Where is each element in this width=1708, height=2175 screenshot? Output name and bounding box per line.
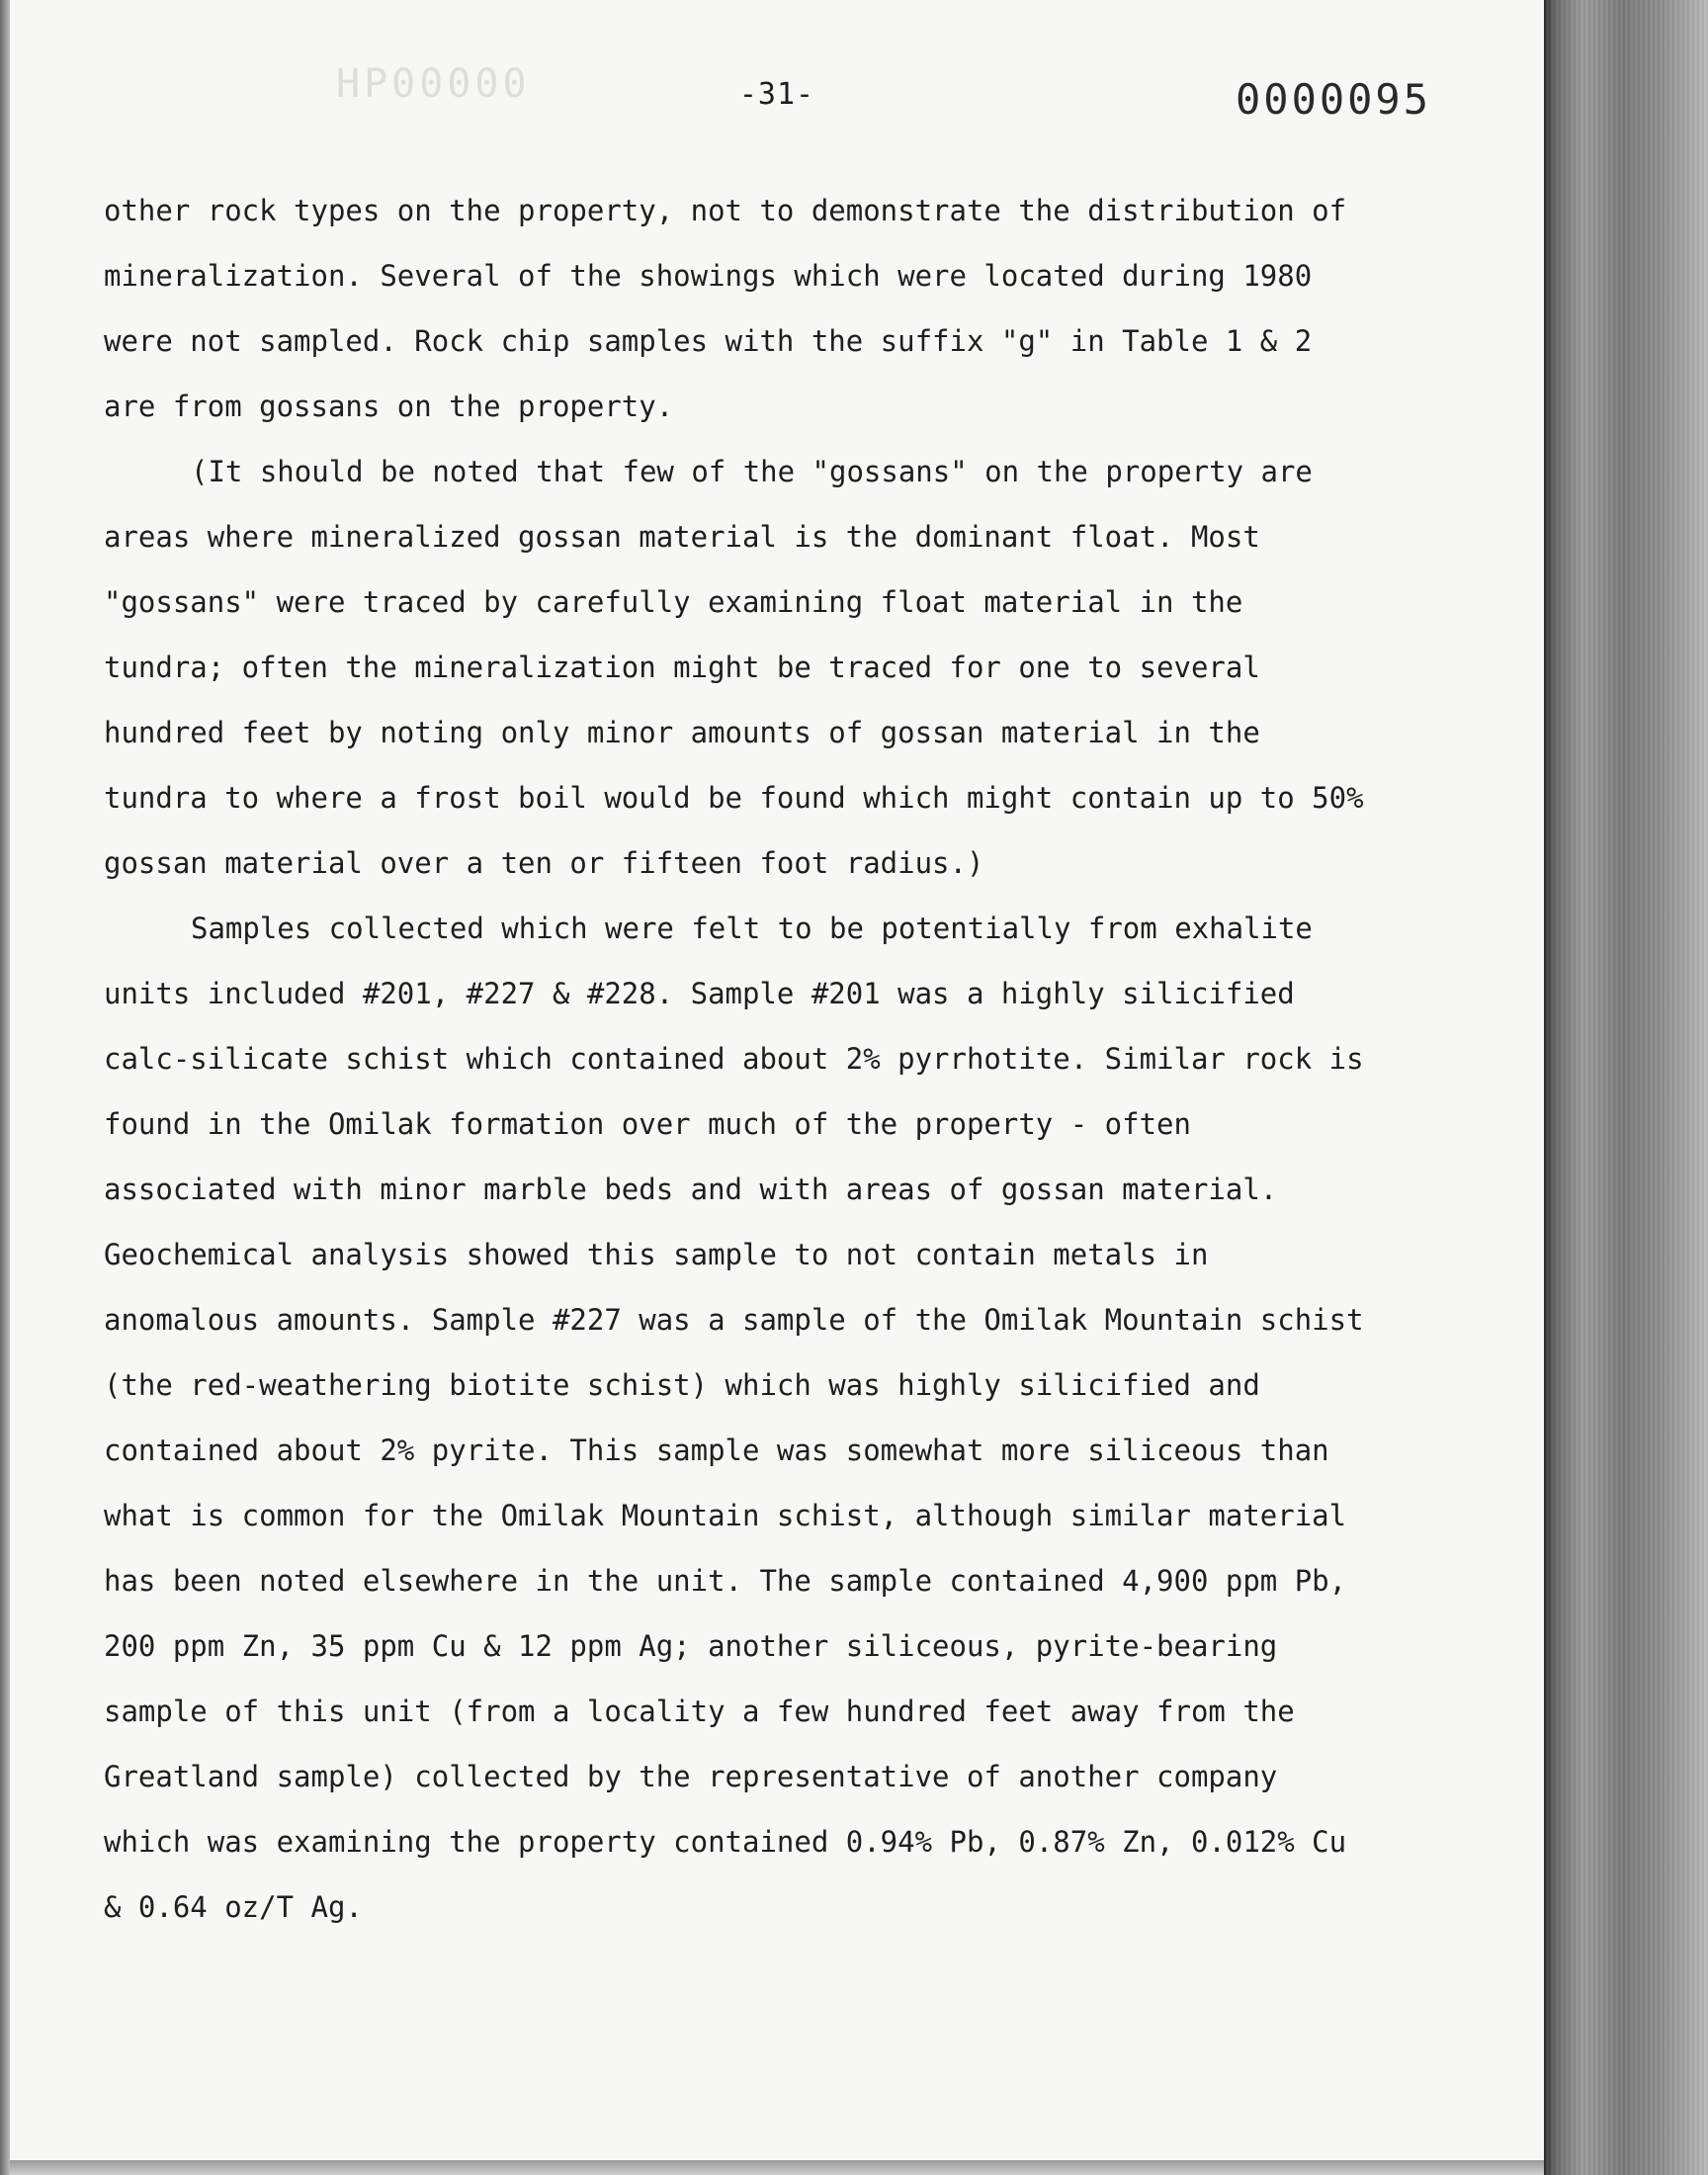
document-page <box>10 0 1544 2160</box>
body-text <box>104 178 1379 1940</box>
paragraph-1: other rock types on the property, not to demonstrate the distribution of mineralization. Several of the showings which were located during 1980 were not sampled. Rock chip samples with the suffix "g" in Table 1 & 2 are from gossans on the property. <box>104 194 1347 423</box>
faint-stamp: HP00000 <box>336 61 531 107</box>
page-number: -31- <box>738 77 815 112</box>
document-id: 0000095 <box>1236 75 1432 124</box>
paragraph-3: Samples collected which were felt to be potentially from exhalite units included #201, #227 & #228. Sample #201 was a highly silicified calc-silicate schist which contained about 2% pyrrhotite. Similar rock is found in the Omilak formation over much of the property - often associated with minor marble beds and with areas of gossan material. Geochemical analysis showed this sample to not contain metals in anomalous amounts. Sample #227 was a sample of the Omilak Mountain schist (the red-weathering biotite schist) which was highly silicified and contained about 2% pyrite. This sample was somewhat more siliceous than what is common for the Omilak Mountain schist, although similar material has been noted elsewhere in the unit. The sample contained 4,900 ppm Pb, 200 ppm Zn, 35 ppm Cu & 12 ppm Ag; another siliceous, pyrite-bearing sample of this unit (from a locality a few hundred feet away from the Greatland sample) collected by the representative of another company which was examining the property contained 0.94% Pb, 0.87% Zn, 0.012% Cu & 0.64 oz/T Ag. <box>104 912 1364 1924</box>
scan-left-edge <box>0 0 10 2175</box>
scan-shadow-bottom <box>10 2160 1544 2175</box>
paragraph-2: (It should be noted that few of the "gossans" on the property are areas where mineralized gossan material is the dominant float. Most "gossans" were traced by carefully examining float material in the tundra; often the mineralization might be traced for one to several hundred feet by noting only minor amounts of gossan material in the tundra to where a frost boil would be found which might contain up to 50% gossan material over a ten or fifteen foot radius.) <box>104 455 1364 880</box>
scan-shadow-right <box>1544 0 1708 2175</box>
